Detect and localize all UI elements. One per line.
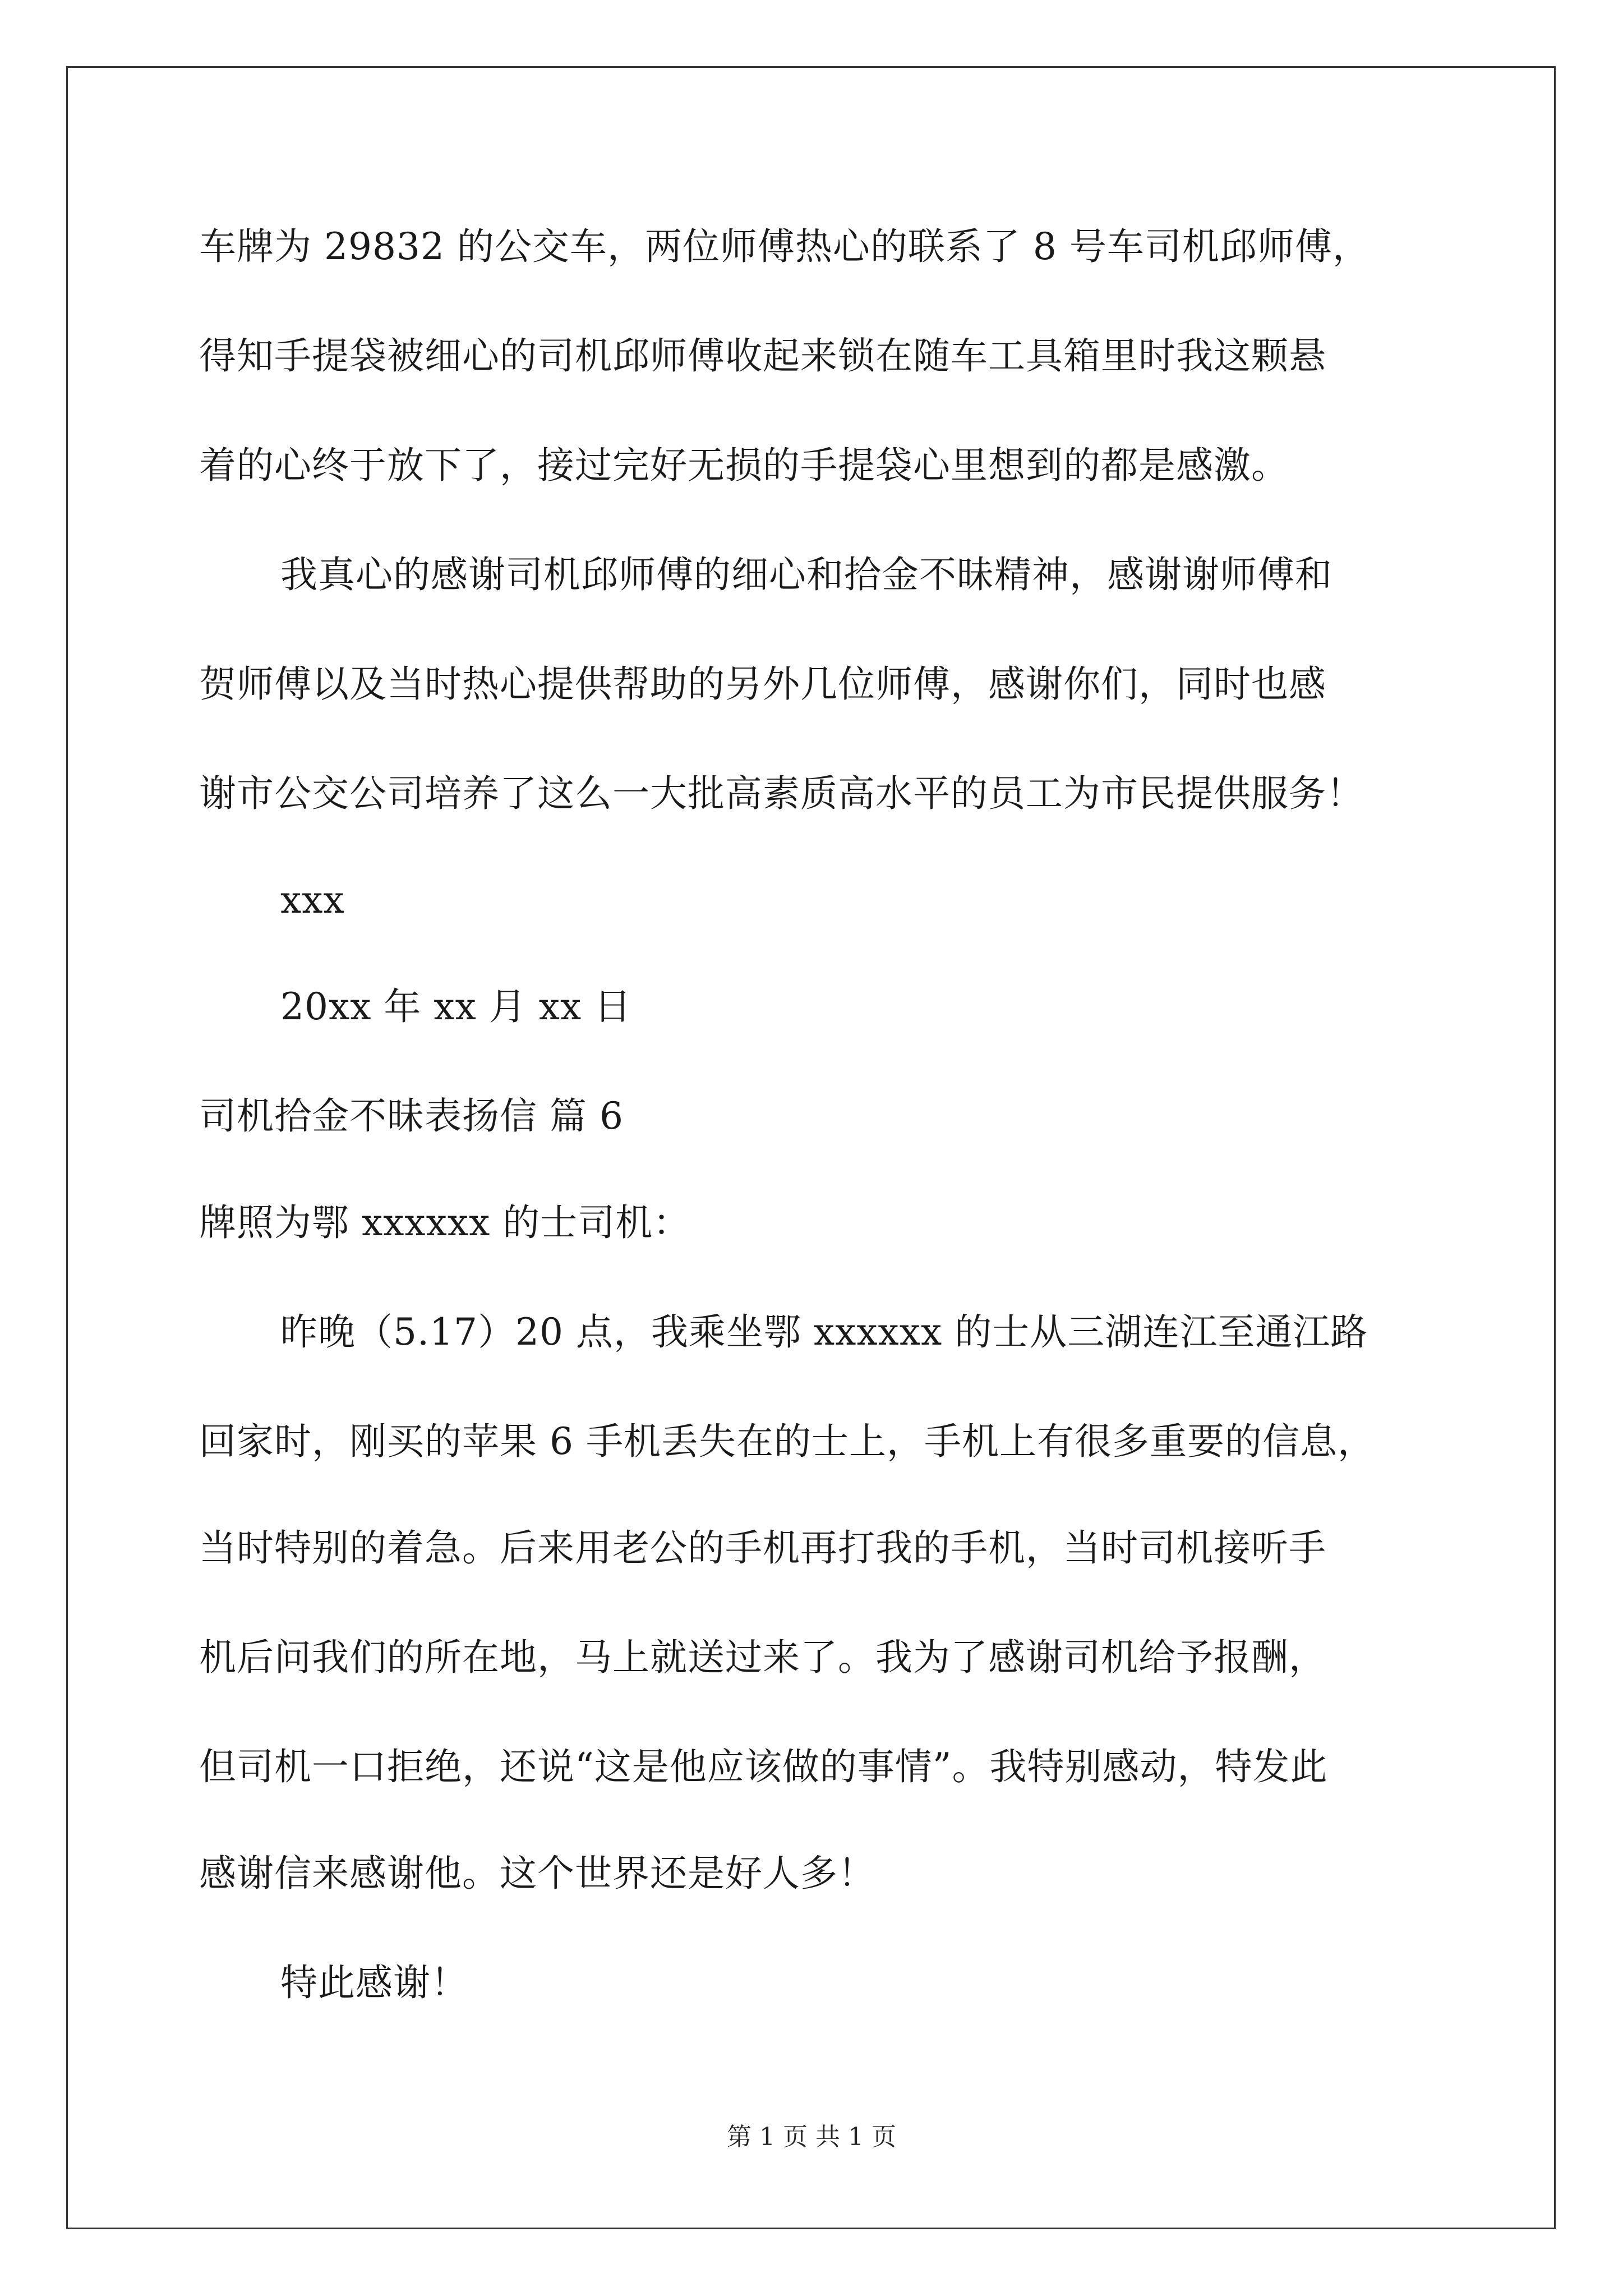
page-border (66, 66, 1556, 2229)
page-footer: 第 1 页 共 1 页 (727, 2123, 896, 2151)
body-line-9: 当时特别的着急。后来用老公的手机再打我的手机，当时司机接听手 (199, 1526, 1326, 1570)
body-line-7: 昨晚（5.17）20 点，我乘坐鄂 xxxxxx 的士从三湖连江至通江路 (280, 1310, 1368, 1354)
body-line-2: 得知手提袋被细心的司机邱师傅收起来锁在随车工具箱里时我这颗悬 (199, 334, 1326, 378)
body-line-5: 贺师傅以及当时热心提供帮助的另外几位师傅，感谢你们，同时也感 (199, 662, 1326, 706)
body-line-4: 我真心的感谢司机邱师傅的细心和拾金不昧精神，感谢谢师傅和 (280, 553, 1332, 596)
salutation: 牌照为鄂 xxxxxx 的士司机： (199, 1201, 691, 1244)
body-line-3: 着的心终于放下了，接过完好无损的手提袋心里想到的都是感激。 (199, 444, 1289, 487)
body-line-11: 但司机一口拒绝，还说“这是他应该做的事情”。我特别感动，特发此 (199, 1745, 1328, 1788)
body-line-1: 车牌为 29832 的公交车，两位师傅热心的联系了 8 号车司机邱师傅， (199, 225, 1370, 268)
body-line-8: 回家时，刚买的苹果 6 手机丢失在的士上，手机上有很多重要的信息， (199, 1420, 1375, 1463)
closing-line: 特此感谢！ (280, 1961, 468, 2004)
date-line: 20xx 年 xx 月 xx 日 (280, 985, 632, 1028)
body-line-12: 感谢信来感谢他。这个世界还是好人多！ (199, 1852, 875, 1895)
signature: xxx (280, 878, 345, 922)
body-line-6: 谢市公交公司培养了这么一大批高素质高水平的员工为市民提供服务！ (199, 772, 1364, 815)
body-line-10: 机后问我们的所在地，马上就送过来了。我为了感谢司机给予报酬， (199, 1636, 1326, 1679)
section-title: 司机拾金不昧表扬信 篇 6 (199, 1094, 624, 1138)
